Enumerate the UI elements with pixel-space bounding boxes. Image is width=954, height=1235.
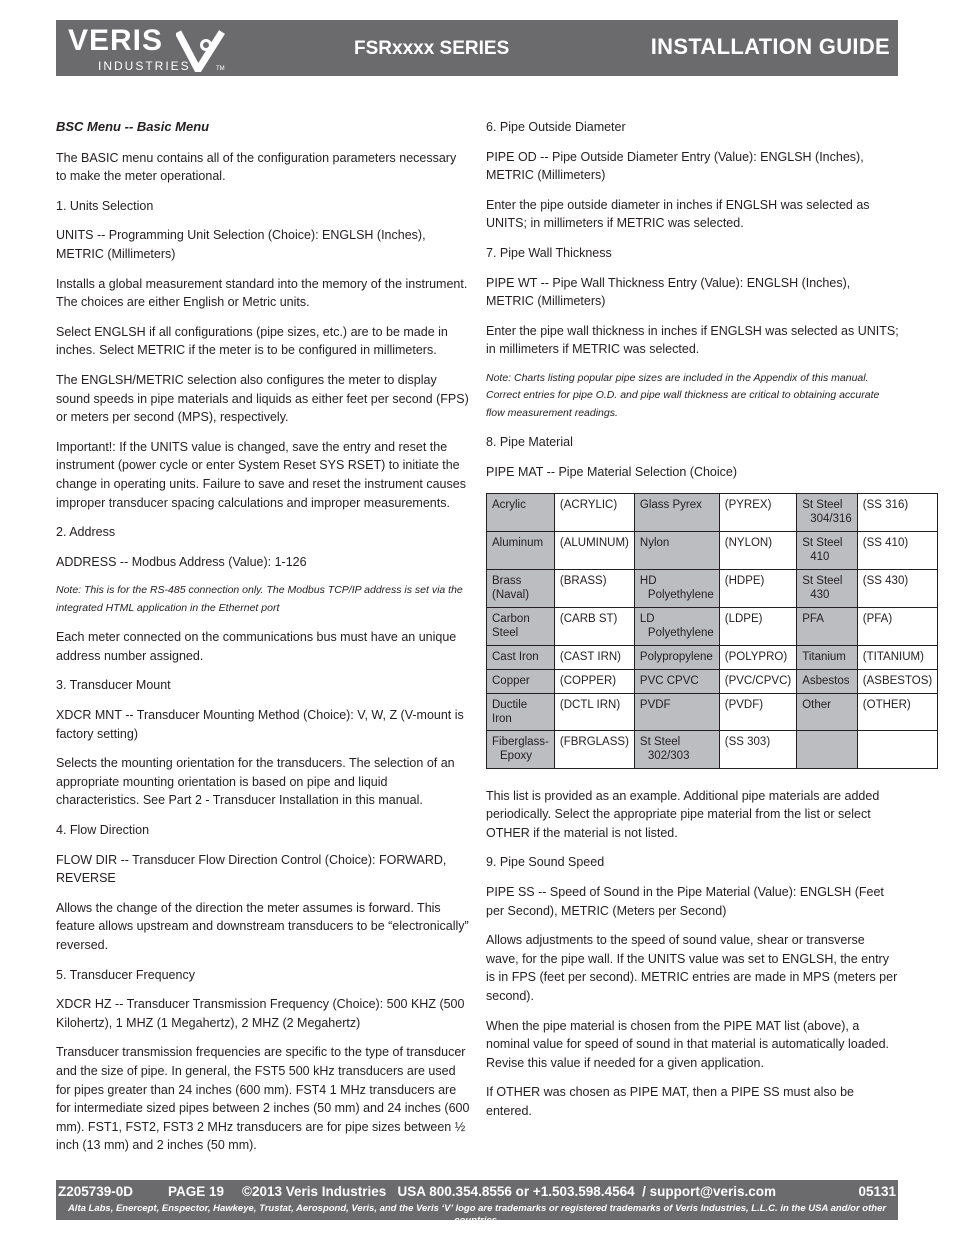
- table-row: [487, 569, 938, 607]
- material-code-cell: (TITANIUM): [857, 645, 937, 669]
- material-name-cell: St Steel 410: [797, 531, 858, 569]
- material-code-cell: (PVDF): [719, 693, 796, 730]
- veris-logo: [68, 26, 258, 72]
- section-heading: BSC Menu -- Basic Menu: [56, 119, 210, 134]
- material-name-cell: LD Polyethylene: [634, 607, 719, 645]
- material-code-cell: (COPPER): [554, 669, 634, 693]
- paragraph: XDCR MNT -- Transducer Mounting Method (Choice): V, W, Z (V-mount is factory setting): [56, 708, 464, 741]
- material-name-cell: [797, 730, 858, 768]
- paragraph: PIPE WT -- Pipe Wall Thickness Entry (Value): ENGLSH (Inches), METRIC (Millimeters): [486, 275, 851, 309]
- material-name-cell: Nylon: [634, 531, 719, 569]
- material-name-cell: Polypropylene: [634, 645, 719, 669]
- material-name-cell: PFA: [797, 607, 858, 645]
- material-code-cell: (HDPE): [719, 569, 796, 607]
- material-code-cell: (SS 410): [857, 531, 937, 569]
- table-row: [487, 669, 938, 693]
- paragraph: XDCR HZ -- Transducer Transmission Frequency (Choice): 500 KHZ (500 Kilohertz), 1 MHZ (1 Megahertz), 2 MHZ (2 Megahertz): [56, 997, 465, 1030]
- material-name-cell: Asbestos: [797, 669, 858, 693]
- subheading-address: 2. Address: [56, 525, 116, 540]
- paragraph: Allows the change of the direction the meter assumes is forward. This feature allows upstream and downstream transducers to be “electronically” reversed.: [56, 900, 469, 952]
- paragraph: The ENGLSH/METRIC selection also configures the meter to display sound speeds in pipe materials and liquids as either feet per second (FPS) or meters per second (MPS), respectively.: [56, 372, 469, 425]
- material-code-cell: (CARB ST): [554, 607, 634, 645]
- note-rs485: Note: This is for the RS-485 connection only. The Modbus TCP/IP address is set via the integrated HTML application in the Ethernet port: [56, 584, 463, 614]
- material-code-cell: (POLYPRO): [719, 645, 796, 669]
- paragraph: Each meter connected on the communications bus must have an unique address number assigned.: [56, 630, 457, 663]
- footer-bar: [56, 1180, 898, 1226]
- logo-trademark: TM: [216, 66, 225, 72]
- material-name-cell: Glass Pyrex: [634, 493, 719, 531]
- paragraph: When the pipe material is chosen from the PIPE MAT list (above), a nominal value for speed of sound in that material is automatically loaded. Revise this value if needed for a given application.: [486, 1018, 890, 1070]
- paragraph: Enter the pipe wall thickness in inches if ENGLSH was selected as UNITS; in millimeters if METRIC was selected.: [486, 323, 899, 357]
- material-code-cell: (OTHER): [857, 693, 937, 730]
- material-name-cell: PVC CPVC: [634, 669, 719, 693]
- pipe-material-table: [486, 493, 938, 769]
- right-column: [486, 118, 933, 1132]
- material-name-cell: Aluminum: [487, 531, 555, 569]
- paragraph: ADDRESS -- Modbus Address (Value): 1-126: [56, 554, 307, 569]
- paragraph: Allows adjustments to the speed of sound value, shear or transverse wave, for the pipe wall. If the UNITS value was set to ENGLSH, the entry is in FPS (feet per second). METRIC entries are made in MPS (meters per second).: [486, 933, 898, 1003]
- table-row: [487, 531, 938, 569]
- document-number: Z205739-0D: [58, 1184, 134, 1199]
- material-code-cell: [857, 730, 937, 768]
- material-code-cell: (DCTL IRN): [554, 693, 634, 730]
- table-row: [487, 645, 938, 669]
- material-code-cell: (PFA): [857, 607, 937, 645]
- subheading-transducer-mount: 3. Transducer Mount: [56, 678, 171, 693]
- paragraph: Installs a global measurement standard into the memory of the instrument. The choices are either English or Metric units.: [56, 276, 468, 310]
- contact-info: ©2013 Veris Industries USA 800.354.8556 or +1.503.598.4564 / support@veris.com: [242, 1184, 777, 1199]
- material-code-cell: (BRASS): [554, 569, 634, 607]
- material-code-cell: (PVC/CPVC): [719, 669, 796, 693]
- material-code-cell: (NYLON): [719, 531, 796, 569]
- material-code-cell: (ASBESTOS): [857, 669, 937, 693]
- material-name-cell: St Steel 304/316: [797, 493, 858, 531]
- logo-subtitle: INDUSTRIES: [98, 59, 191, 73]
- series-title: FSRxxxx SERIES: [354, 38, 510, 59]
- material-name-cell: PVDF: [634, 693, 719, 730]
- paragraph: This list is provided as an example. Additional pipe materials are added periodically. Select the appropriate pipe material from the list or select OTHER if the material is not listed.: [486, 788, 880, 840]
- paragraph: Transducer transmission frequencies are specific to the type of transducer and the size of pipe. In general, the FST5 500 kHz transducers are used for pipes greater than 24 inches (600 mm). FST4 1 MHz transducers are for intermediate sized pipes between 2 inches (50 mm) and 24 inches (600 mm). FST1, FST2, FST3 2 MHz transducers are for pipe sizes between ½ inch (13 mm) and 2 inches (50 mm).: [56, 1045, 470, 1153]
- paragraph: The BASIC menu contains all of the configuration parameters necessary to make the meter operational.: [56, 150, 457, 184]
- page-number: PAGE 19: [168, 1184, 225, 1199]
- table-row: [487, 607, 938, 645]
- subheading-pipe-material: 8. Pipe Material: [486, 435, 573, 450]
- note-pipe-sizes: Note: Charts listing popular pipe sizes are included in the Appendix of this manual. Correct entries for pipe O.D. and pipe wall thickness are critical to obtaining accurate flow measurement readings.: [486, 371, 880, 419]
- paragraph: PIPE SS -- Speed of Sound in the Pipe Material (Value): ENGLSH (Feet per Second), METRIC (Meters per Second): [486, 885, 884, 918]
- header-bar: [56, 20, 898, 76]
- material-name-cell: Brass (Naval): [487, 569, 555, 607]
- subheading-pipe-wall: 7. Pipe Wall Thickness: [486, 245, 612, 260]
- paragraph: Selects the mounting orientation for the transducers. The selection of an appropriate mounting orientation is based on pipe and liquid characteristics. See Part 2 - Transducer Installation in this manual.: [56, 756, 455, 808]
- material-name-cell: Cast Iron: [487, 645, 555, 669]
- subheading-pipe-od: 6. Pipe Outside Diameter: [486, 120, 626, 134]
- material-name-cell: Carbon Steel: [487, 607, 555, 645]
- material-code-cell: (FBRGLASS): [554, 730, 634, 768]
- material-name-cell: Ductile Iron: [487, 693, 555, 730]
- guide-title: INSTALLATION GUIDE: [650, 34, 890, 59]
- trademark-notice: Alta Labs, Enercept, Enspector, Hawkeye, Trustat, Aerospond, Veris, and the Veris ‘V’ logo are trademarks or registered trademarks of Veris Industries, L.L.C. in the USA and/or other countries.: [67, 1203, 887, 1226]
- table-row: [487, 693, 938, 730]
- revision-code: 05131: [858, 1184, 896, 1199]
- subheading-units: 1. Units Selection: [56, 198, 154, 213]
- material-code-cell: (ACRYLIC): [554, 493, 634, 531]
- material-name-cell: Acrylic: [487, 493, 555, 531]
- paragraph: UNITS -- Programming Unit Selection (Choice): ENGLSH (Inches), METRIC (Millimeters): [56, 228, 426, 261]
- left-column: [56, 118, 470, 1166]
- material-code-cell: (ALUMINUM): [554, 531, 634, 569]
- material-code-cell: (LDPE): [719, 607, 796, 645]
- paragraph: Select ENGLSH if all configurations (pipe sizes, etc.) are to be made in inches. Select METRIC if the meter is to be configured in millimeters.: [56, 324, 448, 358]
- material-code-cell: (SS 303): [719, 730, 796, 768]
- material-name-cell: HD Polyethylene: [634, 569, 719, 607]
- table-row: [487, 730, 938, 768]
- subheading-flow-direction: 4. Flow Direction: [56, 823, 150, 838]
- material-name-cell: Copper: [487, 669, 555, 693]
- paragraph: Important!: If the UNITS value is changed, save the entry and reset the instrument (power cycle or enter System Reset SYS RSET) to initiate the change in operating units. Failure to save and reset the instrument causes improper transducer spacing calculations and improper measurements.: [56, 439, 466, 510]
- material-code-cell: (PYREX): [719, 493, 796, 531]
- material-name-cell: Titanium: [797, 645, 858, 669]
- material-name-cell: Fiberglass- Epoxy: [487, 730, 555, 768]
- paragraph: Enter the pipe outside diameter in inches if ENGLSH was selected as UNITS; in millimeters if METRIC was selected.: [486, 197, 870, 231]
- subheading-transducer-frequency: 5. Transducer Frequency: [56, 967, 195, 982]
- logo-word: VERIS: [68, 24, 164, 57]
- material-name-cell: St Steel 302/303: [634, 730, 719, 768]
- table-row: [487, 493, 938, 531]
- material-code-cell: (CAST IRN): [554, 645, 634, 669]
- material-code-cell: (SS 430): [857, 569, 937, 607]
- paragraph: PIPE OD -- Pipe Outside Diameter Entry (Value): ENGLSH (Inches), METRIC (Millimeters): [486, 149, 864, 183]
- paragraph: FLOW DIR -- Transducer Flow Direction Control (Choice): FORWARD, REVERSE: [56, 852, 447, 886]
- subheading-pipe-sound-speed: 9. Pipe Sound Speed: [486, 855, 605, 870]
- material-code-cell: (SS 316): [857, 493, 937, 531]
- paragraph: If OTHER was chosen as PIPE MAT, then a PIPE SS must also be entered.: [486, 1085, 854, 1118]
- paragraph: PIPE MAT -- Pipe Material Selection (Choice): [486, 465, 738, 480]
- material-name-cell: Other: [797, 693, 858, 730]
- material-name-cell: St Steel 430: [797, 569, 858, 607]
